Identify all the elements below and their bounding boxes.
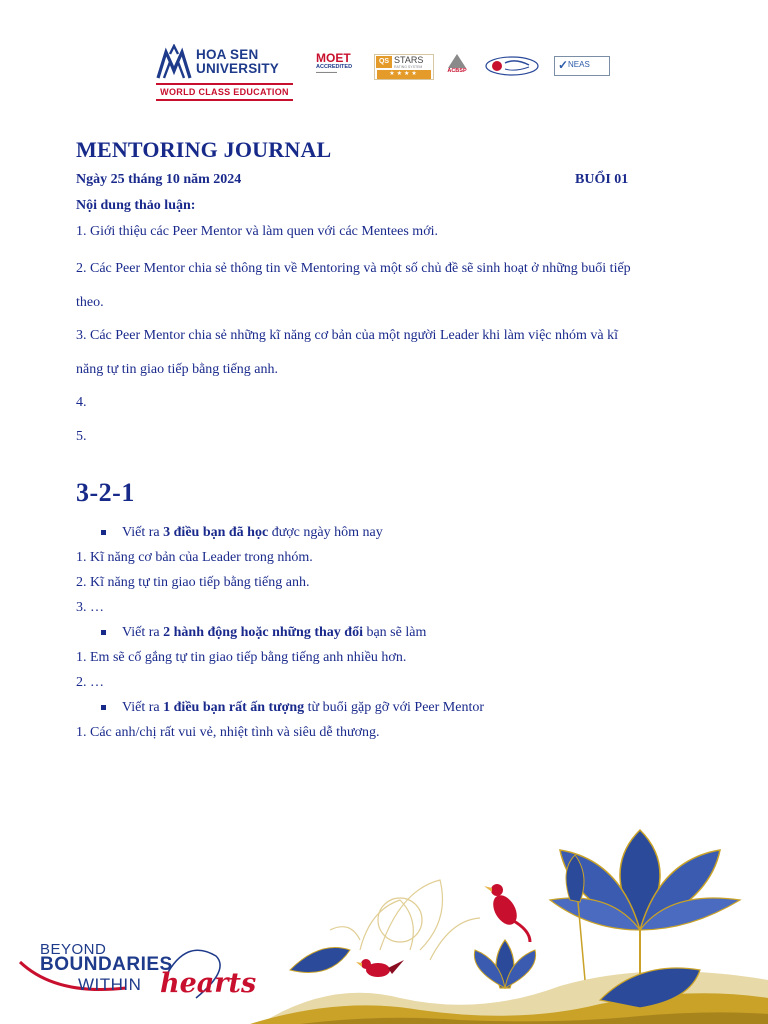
quality-seal-logo-icon [485,56,539,76]
slogan-hearts: hearts [160,968,257,999]
red-bird-icon [356,959,404,977]
acbsp-logo [446,54,468,80]
reflection-heading: 3-2-1 [76,478,135,507]
slogan-within: WITHIN [78,975,142,994]
bullet-emphasis: 2 hành động hoặc những thay đổi [163,625,363,640]
slogan-boundaries: BOUNDARIES [40,954,173,975]
qs-stars-rating: ★★★★ [377,70,431,79]
bullet-prefix: Viết ra [122,525,164,540]
qs-stars-logo [374,54,434,80]
bullet-suffix: bạn sẽ làm [362,625,427,640]
moet-fineprint-icon: ▬▬▬▬▬▬ [316,70,337,74]
square-bullet-icon [101,630,106,635]
neas-label: NEAS [568,60,590,69]
journal-section [76,136,696,453]
answer-line: 1. Em sẽ cố gắng tự tin giao tiếp bằng tiếng anh nhiều hơn. [76,650,407,665]
answer-line: 2. Kĩ năng tự tin giao tiếp bằng tiếng anh. [76,575,310,590]
answer-line: 1. Các anh/chị rất vui vẻ, nhiệt tình và siêu dễ thương. [76,725,380,740]
beyond-boundaries-slogan [16,940,266,1000]
qs-title: STARS [394,55,424,65]
moet-subtitle: ACCREDITED [316,64,353,70]
discussion-label: Nội dung thảo luận: [76,198,196,213]
journal-title: MENTORING JOURNAL [76,137,332,162]
red-bird-icon [484,884,530,942]
bullet-impressed [76,695,696,720]
university-name-line1: HOA SEN [196,47,259,62]
acbsp-triangle-icon [448,54,466,68]
bullet-prefix: Viết ra [122,700,164,715]
square-bullet-icon [101,530,106,535]
session-number: BUỔI 01 [575,172,629,187]
date-session-row [76,172,696,192]
university-tagline: WORLD CLASS EDUCATION [156,83,293,101]
square-bullet-icon [101,705,106,710]
hoa-sen-university-logo [156,42,296,100]
bullet-actions [76,620,696,645]
slogan-beyond: BEYOND [40,941,107,958]
bullet-emphasis: 3 điều bạn đã học [163,525,269,540]
answer-line: 2. … [76,675,104,690]
lotus-mark-icon [156,44,192,80]
reflection-section [76,520,696,745]
university-name-line2: UNIVERSITY [196,61,280,76]
acbsp-label: ACBSP [447,68,467,74]
moet-accredited-logo [316,52,362,80]
answer-line: 1. Kĩ năng cơ bản của Leader trong nhóm. [76,550,313,565]
journal-date: Ngày 25 tháng 10 năm 2024 [76,172,242,187]
qs-subtitle: RATING SYSTEM [394,65,423,69]
bullet-prefix: Viết ra [122,625,164,640]
bullet-learned [76,520,696,545]
answer-line: 3. … [76,600,104,615]
check-mark-icon: ✓ [558,58,569,72]
discussion-item: 3. Các Peer Mentor chia sẻ những kĩ năng cơ bản của một người Leader khi làm việc nhóm và kĩ [76,328,618,343]
moet-title: MOET [316,51,351,65]
discussion-item: 4. [76,395,87,410]
qs-label: QS [376,56,392,68]
neas-logo [554,56,610,76]
discussion-item: 1. Giới thiệu các Peer Mentor và làm quen với các Mentees mới. [76,224,438,239]
discussion-item: 5. [76,428,87,444]
bullet-emphasis: 1 điều bạn rất ấn tượng [163,700,305,715]
discussion-item-continuation: năng tự tin giao tiếp bằng tiếng anh. [76,361,278,377]
bullet-suffix: được ngày hôm nay [268,525,383,540]
bullet-suffix: từ buổi gặp gỡ với Peer Mentor [304,700,485,715]
discussion-item: 2. Các Peer Mentor chia sẻ thông tin về Mentoring và một số chủ đề sẽ sinh hoạt ở những buổi tiếp [76,261,631,276]
discussion-item-continuation: theo. [76,294,104,310]
university-name [196,48,279,76]
